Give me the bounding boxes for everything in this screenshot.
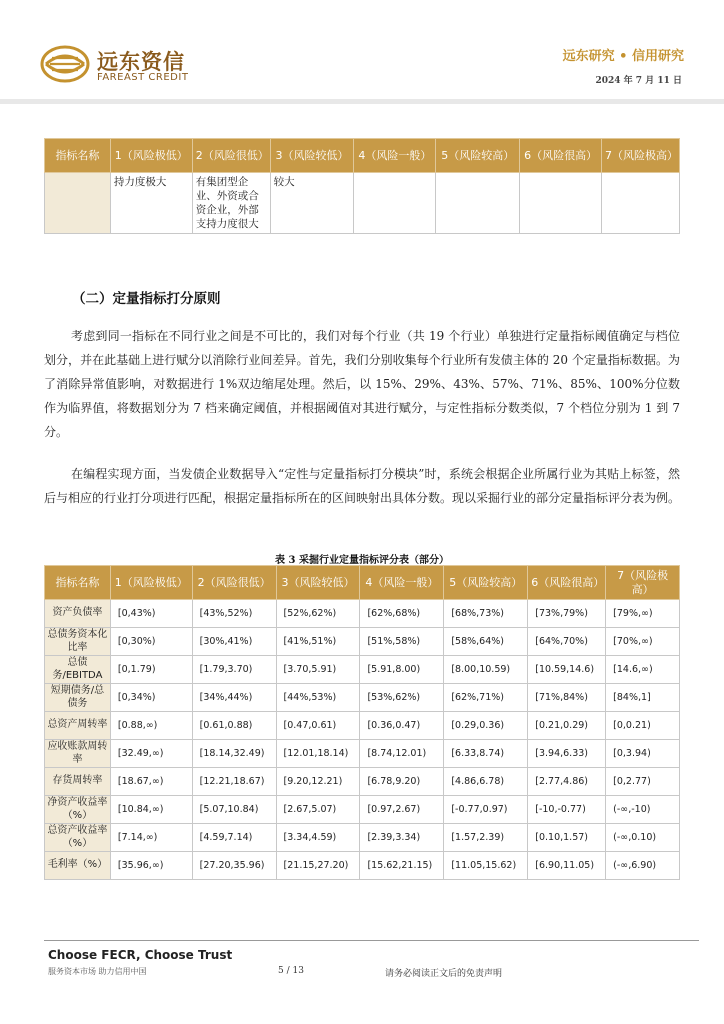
logo-chinese-name: 远东资信 [97, 50, 185, 74]
fareast-logo-icon [40, 44, 90, 84]
top-header-cell: 3（风险较低） [270, 139, 354, 173]
threshold-cell: [0,3.94) [606, 740, 680, 768]
threshold-cell: [62%,68%) [360, 600, 444, 628]
main-table-header-row [45, 566, 680, 600]
top-cell: 较大 [270, 173, 354, 234]
page-header [0, 0, 724, 100]
table-row [45, 600, 680, 628]
threshold-cell: [27.20,35.96) [192, 852, 276, 880]
threshold-cell: [32.49,∞) [110, 740, 192, 768]
footer-divider [44, 940, 699, 941]
threshold-cell: [11.05,15.62) [444, 852, 528, 880]
disclaimer-note: 请务必阅读正文后的免责声明 [385, 969, 503, 979]
top-cell [354, 173, 436, 234]
threshold-cell: (-∞,-10) [606, 796, 680, 824]
main-header-cell: 3（风险较低） [276, 566, 360, 600]
top-cell [436, 173, 520, 234]
threshold-cell: [-10,-0.77) [528, 796, 606, 824]
main-header-cell: 指标名称 [45, 566, 111, 600]
threshold-cell: [12.01,18.14) [276, 740, 360, 768]
threshold-cell: [71%,84%) [528, 684, 606, 712]
threshold-cell: [0.21,0.29) [528, 712, 606, 740]
threshold-cell: [0,30%) [110, 628, 192, 656]
header-date: 2024 年 7 月 11 日 [595, 76, 682, 86]
table-row [45, 628, 680, 656]
threshold-cell: [73%,79%) [528, 600, 606, 628]
threshold-cell: [0,1.79) [110, 656, 192, 684]
threshold-cell: (-∞,6.90) [606, 852, 680, 880]
table-row [45, 740, 680, 768]
indicator-name-cell: 净资产收益率（%） [45, 796, 111, 824]
threshold-cell: [53%,62%) [360, 684, 444, 712]
threshold-cell: [0,43%) [110, 600, 192, 628]
indicator-name-cell: 存货周转率 [45, 768, 111, 796]
top-cell: 有集团型企业、外资或合资企业，外部支持力度很大 [192, 173, 270, 234]
threshold-cell: [10.59,14.6) [528, 656, 606, 684]
quantitative-score-table [44, 565, 680, 880]
threshold-cell: [3.94,6.33) [528, 740, 606, 768]
threshold-cell: [6.78,9.20) [360, 768, 444, 796]
table-row [45, 684, 680, 712]
indicator-name-cell: 总资产周转率 [45, 712, 111, 740]
threshold-cell: [68%,73%) [444, 600, 528, 628]
threshold-cell: [44%,53%) [276, 684, 360, 712]
threshold-cell: [41%,51%) [276, 628, 360, 656]
threshold-cell: [18.67,∞) [110, 768, 192, 796]
threshold-cell: [35.96,∞) [110, 852, 192, 880]
threshold-cell: [0.29,0.36) [444, 712, 528, 740]
indicator-name-cell: 短期债务/总债务 [45, 684, 111, 712]
table-row [45, 712, 680, 740]
threshold-cell: [52%,62%) [276, 600, 360, 628]
threshold-cell: [15.62,21.15) [360, 852, 444, 880]
threshold-cell: [0,2.77) [606, 768, 680, 796]
body-paragraph-2: 在编程实现方面，当发债企业数据导入“定性与定量指标打分模块”时，系统会根据企业所属行业为其贴上标签，然后与相应的行业打分项进行匹配，根据定量指标所在的区间映射出具体分数。现以采掘行业的部分定量指标评分表为例。 [44, 467, 681, 505]
section-title: （二）定量指标打分原则 [72, 291, 221, 307]
threshold-cell: [0,34%) [110, 684, 192, 712]
table-row [45, 796, 680, 824]
threshold-cell: [-0.77,0.97) [444, 796, 528, 824]
header-series-title: 远东研究 • 信用研究 [562, 49, 684, 64]
threshold-cell: [64%,70%) [528, 628, 606, 656]
table-row [45, 656, 680, 684]
threshold-cell: [5.91,8.00) [360, 656, 444, 684]
top-cell: 持力度极大 [110, 173, 192, 234]
threshold-cell: [3.34,4.59) [276, 824, 360, 852]
threshold-cell: [21.15,27.20) [276, 852, 360, 880]
threshold-cell: [0.61,0.88) [192, 712, 276, 740]
indicator-name-cell: 总债务资本化比率 [45, 628, 111, 656]
threshold-cell: [51%,58%) [360, 628, 444, 656]
main-header-cell: 5（风险较高） [444, 566, 528, 600]
threshold-cell: [8.74,12.01) [360, 740, 444, 768]
qualitative-table-continued [44, 138, 680, 234]
threshold-cell: [6.33,8.74) [444, 740, 528, 768]
footer-subslogan: 服务资本市场 助力信用中国 [48, 967, 147, 976]
threshold-cell: [8.00,10.59) [444, 656, 528, 684]
top-header-cell: 7（风险极高） [602, 139, 680, 173]
top-table-row [45, 173, 680, 234]
threshold-cell: [79%,∞) [606, 600, 680, 628]
main-header-cell: 6（风险很高） [528, 566, 606, 600]
top-header-cell: 指标名称 [45, 139, 111, 173]
top-header-cell: 2（风险很低） [192, 139, 270, 173]
threshold-cell: [10.84,∞) [110, 796, 192, 824]
threshold-cell: [0.10,1.57) [528, 824, 606, 852]
threshold-cell: [0.97,2.67) [360, 796, 444, 824]
table-caption: 表 3 采掘行业定量指标评分表（部分） [275, 555, 449, 566]
footer-slogan: Choose FECR, Choose Trust [48, 948, 233, 962]
indicator-name-cell: 资产负债率 [45, 600, 111, 628]
threshold-cell: [0.36,0.47) [360, 712, 444, 740]
threshold-cell: [3.70,5.91) [276, 656, 360, 684]
threshold-cell: [14.6,∞) [606, 656, 680, 684]
threshold-cell: [6.90,11.05) [528, 852, 606, 880]
page-number: 5 / 13 [278, 966, 304, 976]
top-header-cell: 6（风险很高） [520, 139, 602, 173]
threshold-cell: [1.57,2.39) [444, 824, 528, 852]
top-header-cell: 5（风险较高） [436, 139, 520, 173]
top-cell [520, 173, 602, 234]
main-header-cell: 7（风险极高） [606, 566, 680, 600]
top-header-cell: 1（风险极低） [110, 139, 192, 173]
logo-english-name: FAREAST CREDIT [97, 72, 189, 83]
threshold-cell: [2.67,5.07) [276, 796, 360, 824]
threshold-cell: [70%,∞) [606, 628, 680, 656]
threshold-cell: [0.47,0.61) [276, 712, 360, 740]
threshold-cell: [12.21,18.67) [192, 768, 276, 796]
indicator-name-cell: 毛利率（%） [45, 852, 111, 880]
threshold-cell: [43%,52%) [192, 600, 276, 628]
main-header-cell: 2（风险很低） [192, 566, 276, 600]
threshold-cell: [9.20,12.21) [276, 768, 360, 796]
threshold-cell: [30%,41%) [192, 628, 276, 656]
indicator-name-cell: 总债务/EBITDA [45, 656, 111, 684]
threshold-cell: [1.79,3.70) [192, 656, 276, 684]
indicator-name-cell: 应收账款周转率 [45, 740, 111, 768]
threshold-cell: [84%,1] [606, 684, 680, 712]
top-table-header-row [45, 139, 680, 173]
body-paragraph-1: 考虑到同一指标在不同行业之间是不可比的，我们对每个行业（共 19 个行业）单独进行定量指标阈值确定与档位划分，并在此基础上进行赋分以消除行业间差异。首先，我们分别收集每个行业所有发债主体的 20 个定量指标数据。为了消除异常值影响，对数据进行 1%双边缩尾处理。然后，以 15%、29%、43%、57%、71%、85%、100%分位数作为临界值，将数据划分为 7 档来确定阈值，并根据阈值对其进行赋分，与定性指标分数类似，7 个档位分别为 1 到 7 分。 [44, 329, 680, 439]
top-cell [45, 173, 111, 234]
top-cell [602, 173, 680, 234]
threshold-cell: [58%,64%) [444, 628, 528, 656]
table-row [45, 852, 680, 880]
main-header-cell: 4（风险一般） [360, 566, 444, 600]
threshold-cell: [4.59,7.14) [192, 824, 276, 852]
threshold-cell: [18.14,32.49) [192, 740, 276, 768]
threshold-cell: [2.39,3.34) [360, 824, 444, 852]
header-divider [0, 99, 724, 104]
threshold-cell: [0.88,∞) [110, 712, 192, 740]
indicator-name-cell: 总资产收益率（%） [45, 824, 111, 852]
table-row [45, 768, 680, 796]
main-header-cell: 1（风险极低） [110, 566, 192, 600]
top-header-cell: 4（风险一般） [354, 139, 436, 173]
threshold-cell: [2.77,4.86) [528, 768, 606, 796]
threshold-cell: [62%,71%) [444, 684, 528, 712]
threshold-cell: [34%,44%) [192, 684, 276, 712]
table-row [45, 824, 680, 852]
threshold-cell: [4.86,6.78) [444, 768, 528, 796]
threshold-cell: [5.07,10.84) [192, 796, 276, 824]
threshold-cell: (-∞,0.10) [606, 824, 680, 852]
threshold-cell: [7.14,∞) [110, 824, 192, 852]
threshold-cell: [0,0.21) [606, 712, 680, 740]
